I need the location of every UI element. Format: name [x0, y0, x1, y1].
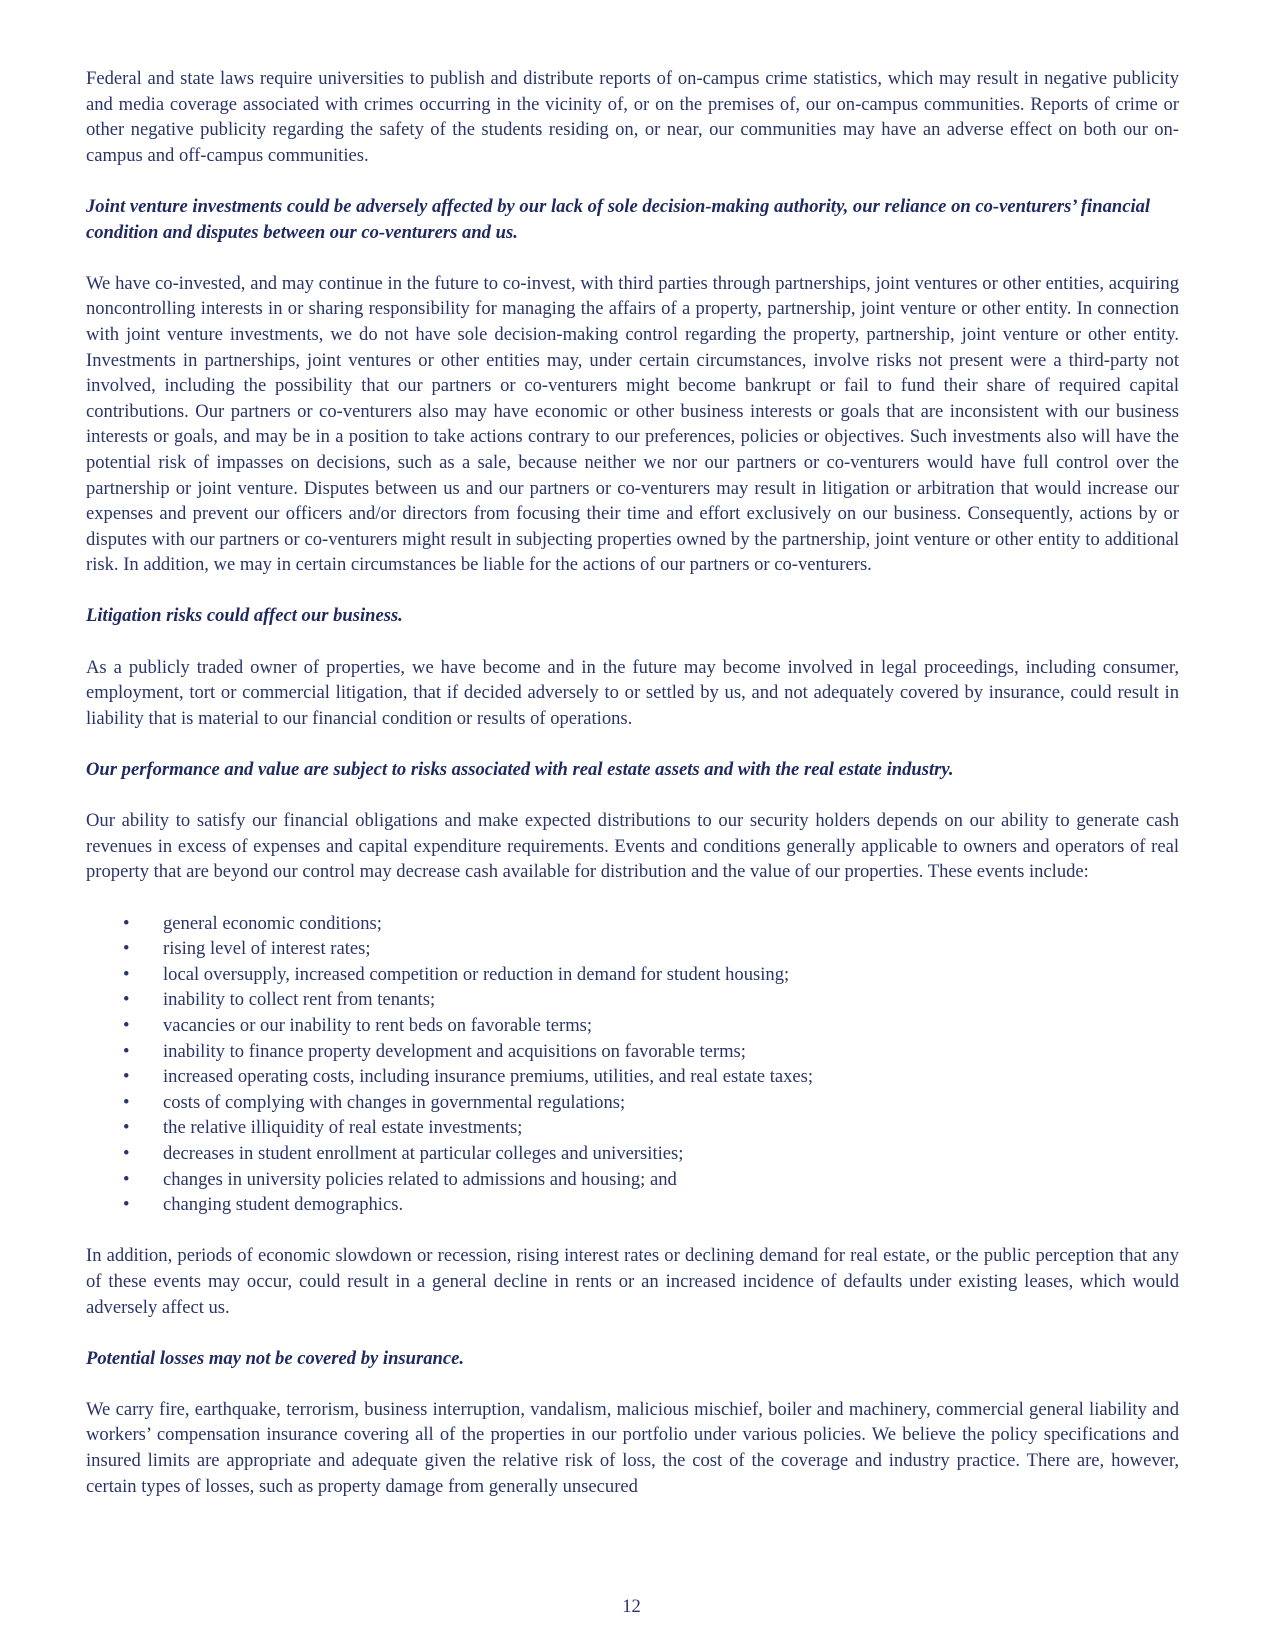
list-item: • changing student demographics. — [86, 1192, 1179, 1218]
list-item: • vacancies or our inability to rent beds on favorable terms; — [86, 1013, 1179, 1039]
list-item: • decreases in student enrollment at particular colleges and universities; — [86, 1141, 1179, 1167]
paragraph-economic-slowdown: In addition, periods of economic slowdown or recession, rising interest rates or declining demand for real estate, or the public perception that any of these events may occur, could result in a general decline in rents or an increased incidence of defaults under existing leases, which would adversely affect us. — [86, 1245, 1179, 1318]
paragraph-performance-value: Our ability to satisfy our financial obligations and make expected distributions to our security holders depends on our ability to generate cash revenues in excess of expenses and capital expenditure requirements. Events and conditions generally applicable to owners and operators of real property that are beyond our control may decrease cash available for distribution and the value of our properties. These events include: — [86, 810, 1179, 883]
list-item: • inability to collect rent from tenants; — [86, 987, 1179, 1013]
heading-joint-venture: Joint venture investments could be adversely affected by our lack of sole decision-making authority, our reliance on co-venturers’ financial condition and disputes between our co-venturers and us. — [86, 195, 1151, 243]
paragraph-joint-venture: We have co-invested, and may continue in the future to co-invest, with third parties through partnerships, joint ventures or other entities, acquiring noncontrolling interests in or sharing responsibility for managing the affairs of a property, partnership, joint venture or other entity. In connection with joint venture investments, we do not have sole decision-making control regarding the property, partnership, joint venture or other entity. Investments in partnerships, joint ventures or other entities may, under certain circumstances, involve risks not present were a third-party not involved, including the possibility that our partners or co-venturers might become bankrupt or fail to fund their share of required capital contributions. Our partners or co-venturers also may have economic or other business interests or goals that are inconsistent with our business interests or goals, and may be in a position to take actions contrary to our preferences, policies or objectives. Such investments also will have the potential risk of impasses on decisions, such as a sale, because neither we nor our partners or co-venturers would have full control over the partnership or joint venture. Disputes between us and our partners or co-venturers may result in litigation or arbitration that would increase our expenses and prevent our officers and/or directors from focusing their time and effort exclusively on our business. Consequently, actions by or disputes with our partners or co-venturers might result in subjecting properties owned by the partnership, joint venture or other entity to additional risk. In addition, we may in certain circumstances be liable for the actions of our partners or co-venturers. — [86, 272, 1179, 576]
heading-insurance: Potential losses may not be covered by insurance. — [86, 1347, 465, 1369]
list-item: • the relative illiquidity of real estate investments; — [86, 1115, 1179, 1141]
list-item: • local oversupply, increased competition or reduction in demand for student housing; — [86, 962, 1179, 988]
page-number: 12 — [622, 1596, 641, 1617]
paragraph-insurance: We carry fire, earthquake, terrorism, business interruption, vandalism, malicious mischief, boiler and machinery, commercial general liability and workers’ compensation insurance covering all of the properties in our portfolio under various policies. We believe the policy specifications and insured limits are appropriate and adequate given the relative risk of loss, the cost of the coverage and industry practice. There are, however, certain types of losses, such as property damage from generally unsecured — [86, 1398, 1179, 1497]
heading-litigation: Litigation risks could affect our business. — [86, 605, 403, 627]
list-item: • changes in university policies related to admissions and housing; and — [86, 1167, 1179, 1193]
paragraph-crime-statistics: Federal and state laws require universities to publish and distribute reports of on-campus crime statistics, which may result in negative publicity and media coverage associated with crimes occurring in the vicinity of, or on the premises of, our on-campus communities. Reports of crime or other negative publicity regarding the safety of the students residing on, or near, our communities may have an adverse effect on both our on-campus and off-campus communities. — [86, 68, 1179, 166]
paragraph-litigation: As a publicly traded owner of properties, we have become and in the future may become involved in legal proceedings, including consumer, employment, tort or commercial litigation, that if decided adversely to or settled by us, and not adequately covered by insurance, could result in liability that is material to our financial condition or results of operations. — [86, 656, 1179, 729]
list-item: • general economic conditions; — [86, 911, 1179, 937]
list-item: • costs of complying with changes in governmental regulations; — [86, 1090, 1179, 1116]
list-item: • increased operating costs, including insurance premiums, utilities, and real estate taxes; — [86, 1064, 1179, 1090]
risk-events-list — [86, 911, 1179, 1218]
heading-performance-value: Our performance and value are subject to risks associated with real estate assets and with the real estate industry. — [86, 759, 954, 781]
document-page — [86, 66, 1179, 1525]
list-item: • rising level of interest rates; — [86, 936, 1179, 962]
list-item: • inability to finance property development and acquisitions on favorable terms; — [86, 1039, 1179, 1065]
